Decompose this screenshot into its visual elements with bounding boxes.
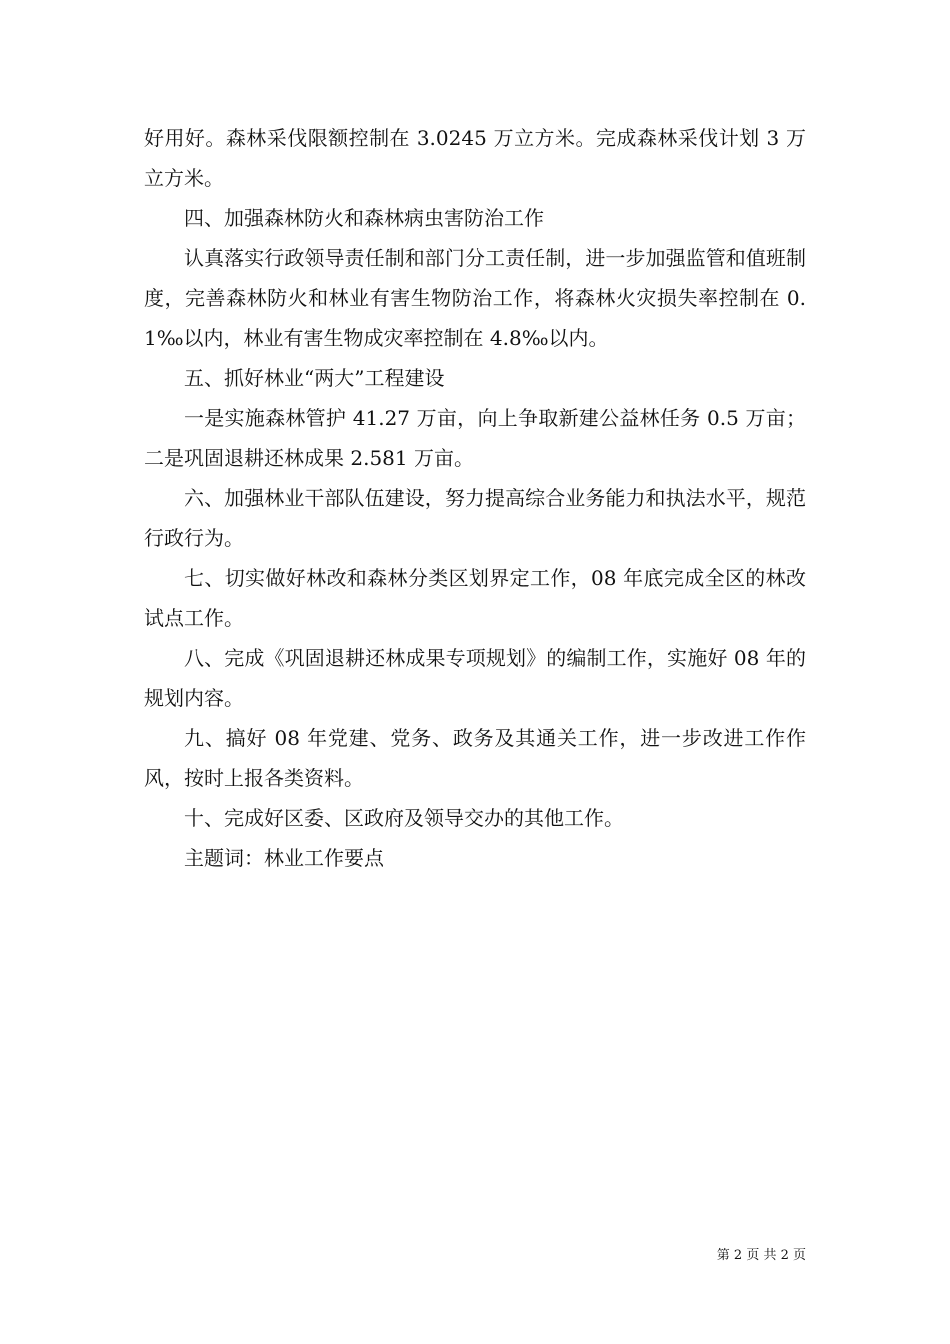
paragraph-section-10: 十、完成好区委、区政府及领导交办的其他工作。 [184,806,624,830]
paragraph-section-9: 九、搞好 08 年党建、党务、政务及其通关工作，进一步改进工作作风，按时上报各类资料。 [144,726,806,790]
heading-section-5: 五、抓好林业“两大”工程建设 [184,366,445,390]
document-body [144,118,806,878]
paragraph-section-7: 七、切实做好林改和森林分类区划界定工作，08 年底完成全区的林改试点工作。 [144,566,806,630]
paragraph-section-8: 八、完成《巩固退耕还林成果专项规划》的编制工作，实施好 08 年的规划内容。 [144,646,806,710]
paragraph-subject-keywords: 主题词：林业工作要点 [184,846,384,870]
paragraph-section-6: 六、加强林业干部队伍建设，努力提高综合业务能力和执法水平，规范行政行为。 [144,486,806,550]
paragraph-fire-prevention: 认真落实行政领导责任制和部门分工责任制，进一步加强监管和值班制度，完善森林防火和林业有害生物防治工作，将森林火灾损失率控制在 0.1‰以内，林业有害生物成灾率控制在 4.8‰以内。 [144,246,806,350]
paragraph-continuation: 好用好。森林采伐限额控制在 3.0245 万立方米。完成森林采伐计划 3 万立方米。 [144,126,806,190]
paragraph-two-projects: 一是实施森林管护 41.27 万亩，向上争取新建公益林任务 0.5 万亩；二是巩固退耕还林成果 2.581 万亩。 [144,406,806,470]
heading-section-4: 四、加强森林防火和森林病虫害防治工作 [184,206,544,230]
page-number-footer: 第 2 页 共 2 页 [716,1248,806,1263]
